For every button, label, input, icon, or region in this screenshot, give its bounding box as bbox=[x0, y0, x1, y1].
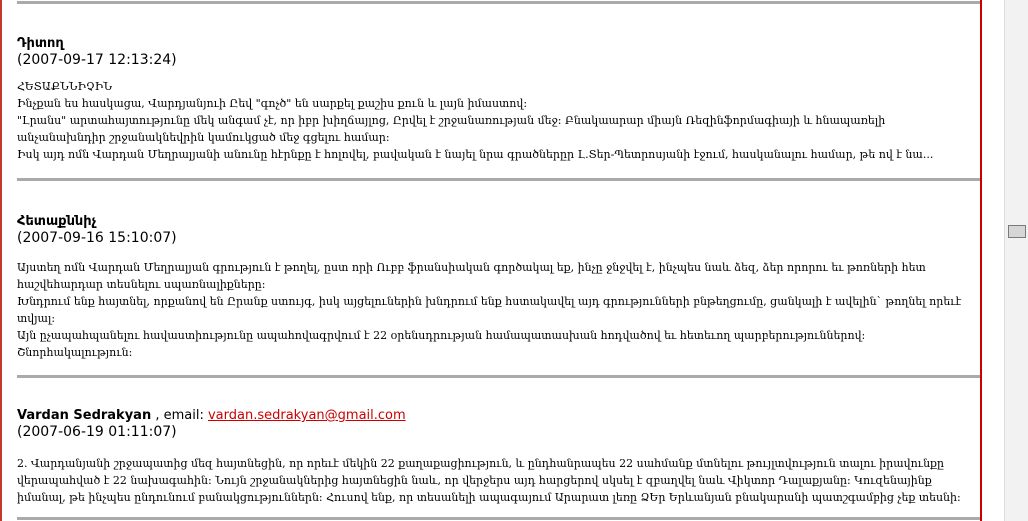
comment-body bbox=[17, 455, 980, 506]
comment-date: (2007-09-16 15:10:07) bbox=[17, 230, 177, 246]
comment-line: Իսկ այդ ոմն Վարդան Մեղրալյանի անունը հէրնքը է հոլովել, բավական է նայել նրա գրածներըր Լ.Տեր-Պետրոսյանի էջում, հասկանալու համար, թե ով է նա... bbox=[17, 148, 934, 161]
separator bbox=[17, 517, 980, 520]
separator bbox=[17, 375, 980, 378]
vertical-scrollbar[interactable] bbox=[1004, 0, 1028, 521]
comment-author: Դիտող bbox=[17, 36, 64, 51]
comment-author-name: Vardan Sedrakyan bbox=[17, 408, 152, 423]
comment-date: (2007-09-17 12:13:24) bbox=[17, 52, 177, 68]
comment-line: տվյալ: bbox=[17, 312, 56, 325]
comment-line: "Լրանս" արտահայտությունը մեկ անգամ չէ, որ իբր խիղճայլոց, Ըրվել է շրջանառության մեջ: Բնակաարար միայն Ռեզինֆորմագիայի և հնապառելի bbox=[17, 114, 886, 127]
comment-line: ՀԵՏԱՔՆՆԻՉԻՆ bbox=[17, 80, 112, 93]
comment-body bbox=[17, 259, 980, 361]
comment-line: Այստեղ ոմն Վարդան Մեղրալյան գրություն է թողել, ըստ որի Ուբբ ֆրանսիական գործակալ եք, ինչը ջնջվել է, ինչպես նաև ձեզ, ձեր որորու եւ թոռների հետ bbox=[17, 261, 926, 274]
comment-line: Ինչքան ես հասկացա, Վարդյանյուի Ըեվ "գոչծ" են սարքել քաշիս քուն և լայն իմաստով: bbox=[17, 97, 528, 110]
email-label: , email: bbox=[151, 408, 208, 423]
comment-item bbox=[17, 408, 980, 506]
separator bbox=[17, 1, 980, 4]
comment-author bbox=[17, 408, 980, 424]
comments-list bbox=[17, 0, 980, 521]
comment-line: հաշվեհարդար տեսնելու սպառնալիքները: bbox=[17, 278, 266, 291]
comment-body bbox=[17, 78, 980, 163]
email-link[interactable]: vardan.sedrakyan@gmail.com bbox=[207, 408, 406, 423]
comment-line: Խնդրում ենք հայտնել, որքանով են Ըրանք ստույգ, իսկ այցելուներին խնդրում ենք հստակավել այդ գրությունների բնթեղցումը, ցանկալի է ավելին` թողնել որեւէ bbox=[17, 295, 962, 308]
comment-line: Շնորհակալություն: bbox=[17, 346, 133, 359]
comment-line: Այն ըչապահպանելու հավաստիությունը ապահովագրվում է 22 օրենսդրության համապատասխան հոդվածով եւ հետեւող պարբերություններով: bbox=[17, 329, 866, 342]
comment-date: (2007-06-19 01:11:07) bbox=[17, 424, 177, 440]
right-border bbox=[980, 0, 982, 521]
comment-line: անչանախնդիր շրջանակնեվրին կամուկցած մեջ գցելու համար: bbox=[17, 131, 390, 144]
separator bbox=[17, 178, 980, 181]
comment-line: 2. Վարդանյանի շրջապատից մեզ հայտնեցին, որ որեւէ մեկին 22 քաղաքացիություն, և ընդհանրապես 22 սահմանք մտնելու թույլտվություն տալու իրավունքը bbox=[17, 457, 945, 470]
comment-line: իմանալ, թե ինչպես ընդունում բանակցություններն: Հուսով ենք, որ տեսանելի ապագայում Արարատ լեռը ՁԵր Երևանյան բնակարանի պատշգամբից չեք տեսնի: bbox=[17, 491, 961, 504]
comment-author: Հետաքննիչ bbox=[17, 214, 97, 229]
comment-line: վերապահված է 22 նախագահին: Նույն շրջանակներից հայտնեցին նաև, որ վերջերս այդ հարցերով սկսել է զբաղվել նաև Վիկտոր Դալաքյանը: Կուզենայինք bbox=[17, 474, 932, 487]
left-border bbox=[0, 0, 2, 521]
comment-item bbox=[17, 214, 980, 361]
comment-item bbox=[17, 36, 980, 163]
scrollbar-thumb[interactable] bbox=[1008, 225, 1026, 238]
